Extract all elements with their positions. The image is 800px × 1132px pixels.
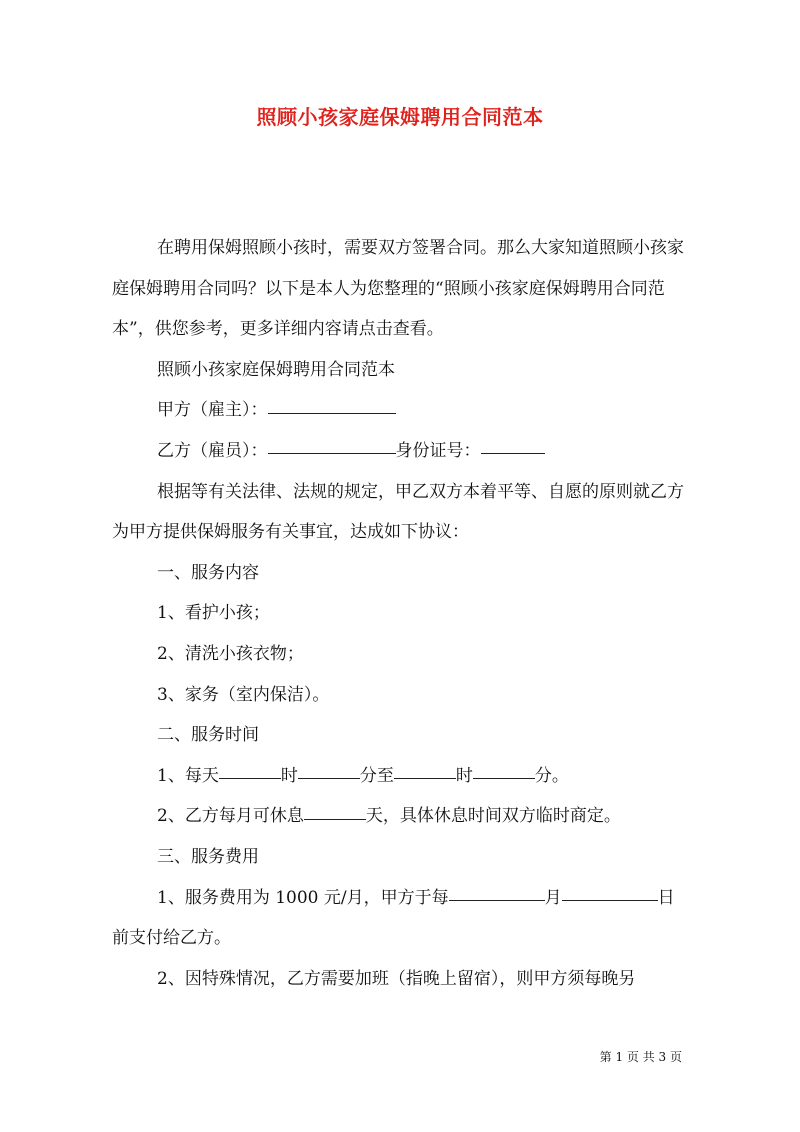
section-service-fee: 三、服务费用	[157, 846, 259, 867]
start-hour-blank	[219, 777, 281, 779]
contract-subtitle: 照顾小孩家庭保姆聘用合同范本	[157, 359, 395, 380]
end-hour-label: 时	[455, 765, 473, 786]
party-b-blank	[268, 452, 396, 454]
party-a-blank	[268, 412, 396, 414]
page-number-footer: 第 1 页 共 3 页	[599, 1050, 682, 1064]
fee-month-blank	[449, 899, 545, 901]
section-service-time: 二、服务时间	[157, 725, 259, 746]
fee-line	[112, 878, 686, 959]
start-minute-label: 分至	[359, 765, 394, 786]
end-minute-label: 分。	[534, 765, 569, 786]
overtime-paragraph: 2、因特殊情况，乙方需要加班（指晚上留宿），则甲方须每晚另	[157, 968, 636, 989]
service-item-housework: 3、家务（室内保洁）。	[157, 684, 330, 705]
daily-time-line	[112, 756, 686, 797]
party-a-label: 甲方（雇主）：	[157, 400, 268, 421]
party-b-label: 乙方（雇员）：	[157, 440, 268, 461]
party-b-line	[112, 431, 686, 472]
rest-days-line	[112, 796, 686, 837]
section-service-content: 一、服务内容	[157, 562, 259, 583]
end-hour-blank	[394, 777, 456, 779]
basis-paragraph: 根据等有关法律、法规的规定，甲乙双方本着平等、自愿的原则就乙方为甲方提供保姆服务有关事宜，达成如下协议：	[112, 481, 684, 543]
service-item-childcare: 1、看护小孩；	[157, 603, 270, 624]
party-a-line	[112, 390, 686, 431]
fee-suffix: 日前支付给乙方。	[112, 887, 675, 949]
service-item-laundry: 2、清洗小孩衣物；	[157, 643, 304, 664]
rest-days-blank	[304, 818, 366, 820]
start-minute-blank	[298, 777, 360, 779]
rest-days-suffix: 天，具体休息时间双方临时商定。	[365, 806, 621, 827]
fee-day-blank	[562, 899, 658, 901]
fee-prefix: 1、服务费用为 1000 元/月，甲方于每	[157, 887, 449, 908]
rest-days-prefix: 2、乙方每月可休息	[157, 806, 304, 827]
intro-paragraph: 在聘用保姆照顾小孩时，需要双方签署合同。那么大家知道照顾小孩家庭保姆聘用合同吗？以下是本人为您整理的“照顾小孩家庭保姆聘用合同范本”，供您参考，更多详细内容请点击查看。	[112, 238, 684, 340]
end-minute-blank	[473, 777, 535, 779]
daily-time-prefix: 1、每天	[157, 765, 219, 786]
fee-month-label: 月	[544, 887, 562, 908]
id-label: 身份证号：	[395, 440, 481, 461]
document-body	[112, 228, 686, 999]
id-blank	[481, 452, 545, 454]
start-hour-label: 时	[280, 765, 298, 786]
document-title: 照顾小孩家庭保姆聘用合同范本	[256, 105, 544, 129]
